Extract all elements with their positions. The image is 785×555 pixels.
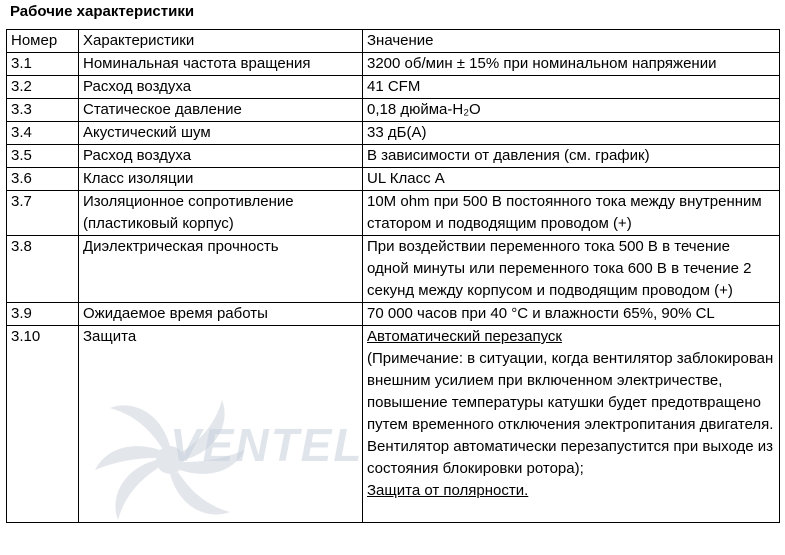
table-row	[7, 168, 780, 191]
row-characteristic: Защита	[79, 326, 363, 523]
row-num: 3.3	[7, 99, 79, 122]
polarity-protection: Защита от полярности.	[367, 482, 529, 499]
table-row	[7, 99, 780, 122]
table-row	[7, 191, 780, 236]
row-num: 3.4	[7, 122, 79, 145]
table-row	[7, 303, 780, 326]
table-header-row	[7, 30, 780, 53]
row-characteristic: Класс изоляции	[79, 168, 363, 191]
row-characteristic: Номинальная частота вращения	[79, 53, 363, 76]
auto-restart-heading: Автоматический перезапуск	[367, 328, 562, 345]
row-value: При воздействии переменного тока 500 В в течение одной минуты или переменного тока 600 В в течение 2 секунд между корпусом и подводящим проводом (+)	[363, 236, 780, 303]
row-value: В зависимости от давления (см. график)	[363, 145, 780, 168]
table-row	[7, 53, 780, 76]
row-value: 3200 об/мин ± 15% при номинальном напряжении	[363, 53, 780, 76]
row-characteristic: Акустический шум	[79, 122, 363, 145]
row-num: 3.7	[7, 191, 79, 236]
header-value: Значение	[363, 30, 780, 53]
header-characteristics: Характеристики	[79, 30, 363, 53]
table-row	[7, 236, 780, 303]
row-value: 0,18 дюйма-H₂O	[363, 99, 780, 122]
row-num: 3.5	[7, 145, 79, 168]
row-value: 10M ohm при 500 В постоянного тока между внутренним статором и подводящим проводом (+)	[363, 191, 780, 236]
row-num: 3.1	[7, 53, 79, 76]
table-row-protection	[7, 326, 780, 523]
row-characteristic: Ожидаемое время работы	[79, 303, 363, 326]
table-row	[7, 122, 780, 145]
table-row	[7, 76, 780, 99]
row-num: 3.6	[7, 168, 79, 191]
row-characteristic: Расход воздуха	[79, 145, 363, 168]
row-num: 3.8	[7, 236, 79, 303]
watermark-logo: VENTEL	[170, 419, 364, 471]
row-characteristic: Диэлектрическая прочность	[79, 236, 363, 303]
row-value: UL Класс A	[363, 168, 780, 191]
row-num: 3.2	[7, 76, 79, 99]
row-value: 33 дБ(А)	[363, 122, 780, 145]
row-value-protection	[363, 326, 780, 523]
row-characteristic: Статическое давление	[79, 99, 363, 122]
table-row	[7, 145, 780, 168]
protection-note: (Примечание: в ситуации, когда вентилятор заблокирован внешним усилием при включенном электричестве, повышение температуры катушки будет предотвращено путем временного отключения электропитания двигателя. Вентилятор автоматически перезапустится при выходе из состояния блокировки ротора);	[367, 350, 774, 477]
row-num: 3.9	[7, 303, 79, 326]
row-characteristic: Изоляционное сопротивление (пластиковый корпус)	[79, 191, 363, 236]
row-characteristic: Расход воздуха	[79, 76, 363, 99]
spec-table	[6, 29, 780, 523]
section-title: Рабочие характеристики	[10, 3, 195, 20]
header-num: Номер	[7, 30, 79, 53]
row-value: 41 CFM	[363, 76, 780, 99]
row-num: 3.10	[7, 326, 79, 523]
row-value: 70 000 часов при 40 °C и влажности 65%, 90% CL	[363, 303, 780, 326]
